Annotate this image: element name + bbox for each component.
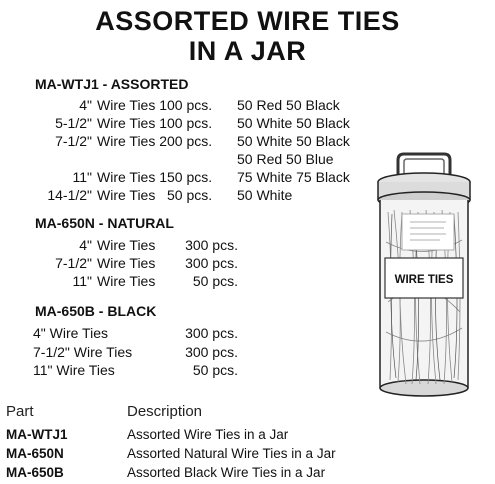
quantity: 300 pcs.	[185, 344, 238, 360]
description: Wire Ties 200 pcs.	[97, 133, 213, 149]
description-column-header: Description	[127, 403, 203, 420]
quantity: 300 pcs.	[185, 255, 238, 271]
title-line-1: ASSORTED WIRE TIES	[95, 6, 400, 36]
quantity: 50 pcs.	[192, 273, 238, 289]
quantity: 300 pcs.	[185, 237, 238, 253]
black-heading: MA-650B - BLACK	[35, 303, 157, 319]
part-number: MA-650N	[6, 446, 64, 461]
description: Wire Ties	[97, 237, 156, 253]
size: 7-1/2"	[55, 133, 92, 149]
size: 14-1/2"	[47, 187, 92, 203]
description: Wire Ties 100 pcs.	[97, 97, 213, 113]
part-number: MA-WTJ1	[6, 427, 68, 442]
title-line-2: IN A JAR	[188, 36, 307, 66]
colors: 75 White 75 Black	[237, 169, 350, 185]
part-description: Assorted Wire Ties in a Jar	[127, 427, 289, 442]
description: Wire Ties	[97, 255, 156, 271]
size: 11"	[72, 169, 92, 185]
description: Wire Ties	[97, 273, 156, 289]
colors: 50 Red 50 Blue	[237, 151, 334, 167]
colors: 50 White	[237, 187, 293, 203]
part-description: Assorted Natural Wire Ties in a Jar	[127, 446, 336, 461]
wire-tie-jar-illustration	[374, 152, 474, 400]
colors: 50 White 50 Black	[237, 133, 350, 149]
size: 7-1/2"	[55, 255, 92, 271]
label: 11" Wire Ties	[33, 362, 115, 378]
label: 7-1/2" Wire Ties	[33, 344, 133, 360]
size: 4"	[79, 97, 92, 113]
label: 4" Wire Ties	[33, 325, 108, 341]
assorted-heading: MA-WTJ1 - ASSORTED	[35, 76, 189, 92]
jar-label: WIRE TIES	[394, 274, 454, 286]
natural-heading: MA-650N - NATURAL	[35, 215, 174, 231]
part-description: Assorted Black Wire Ties in a Jar	[127, 465, 326, 480]
part-column-header: Part	[6, 403, 34, 420]
part-number: MA-650B	[6, 465, 64, 480]
description: Wire Ties 150 pcs.	[97, 169, 213, 185]
quantity: 300 pcs.	[185, 325, 238, 341]
size: 5-1/2"	[55, 115, 92, 131]
quantity: 50 pcs.	[192, 362, 238, 378]
colors: 50 White 50 Black	[237, 115, 350, 131]
description: Wire Ties 50 pcs.	[97, 187, 213, 203]
description: Wire Ties 100 pcs.	[97, 115, 213, 131]
size: 4"	[79, 237, 92, 253]
colors: 50 Red 50 Black	[237, 97, 340, 113]
size: 11"	[72, 273, 92, 289]
